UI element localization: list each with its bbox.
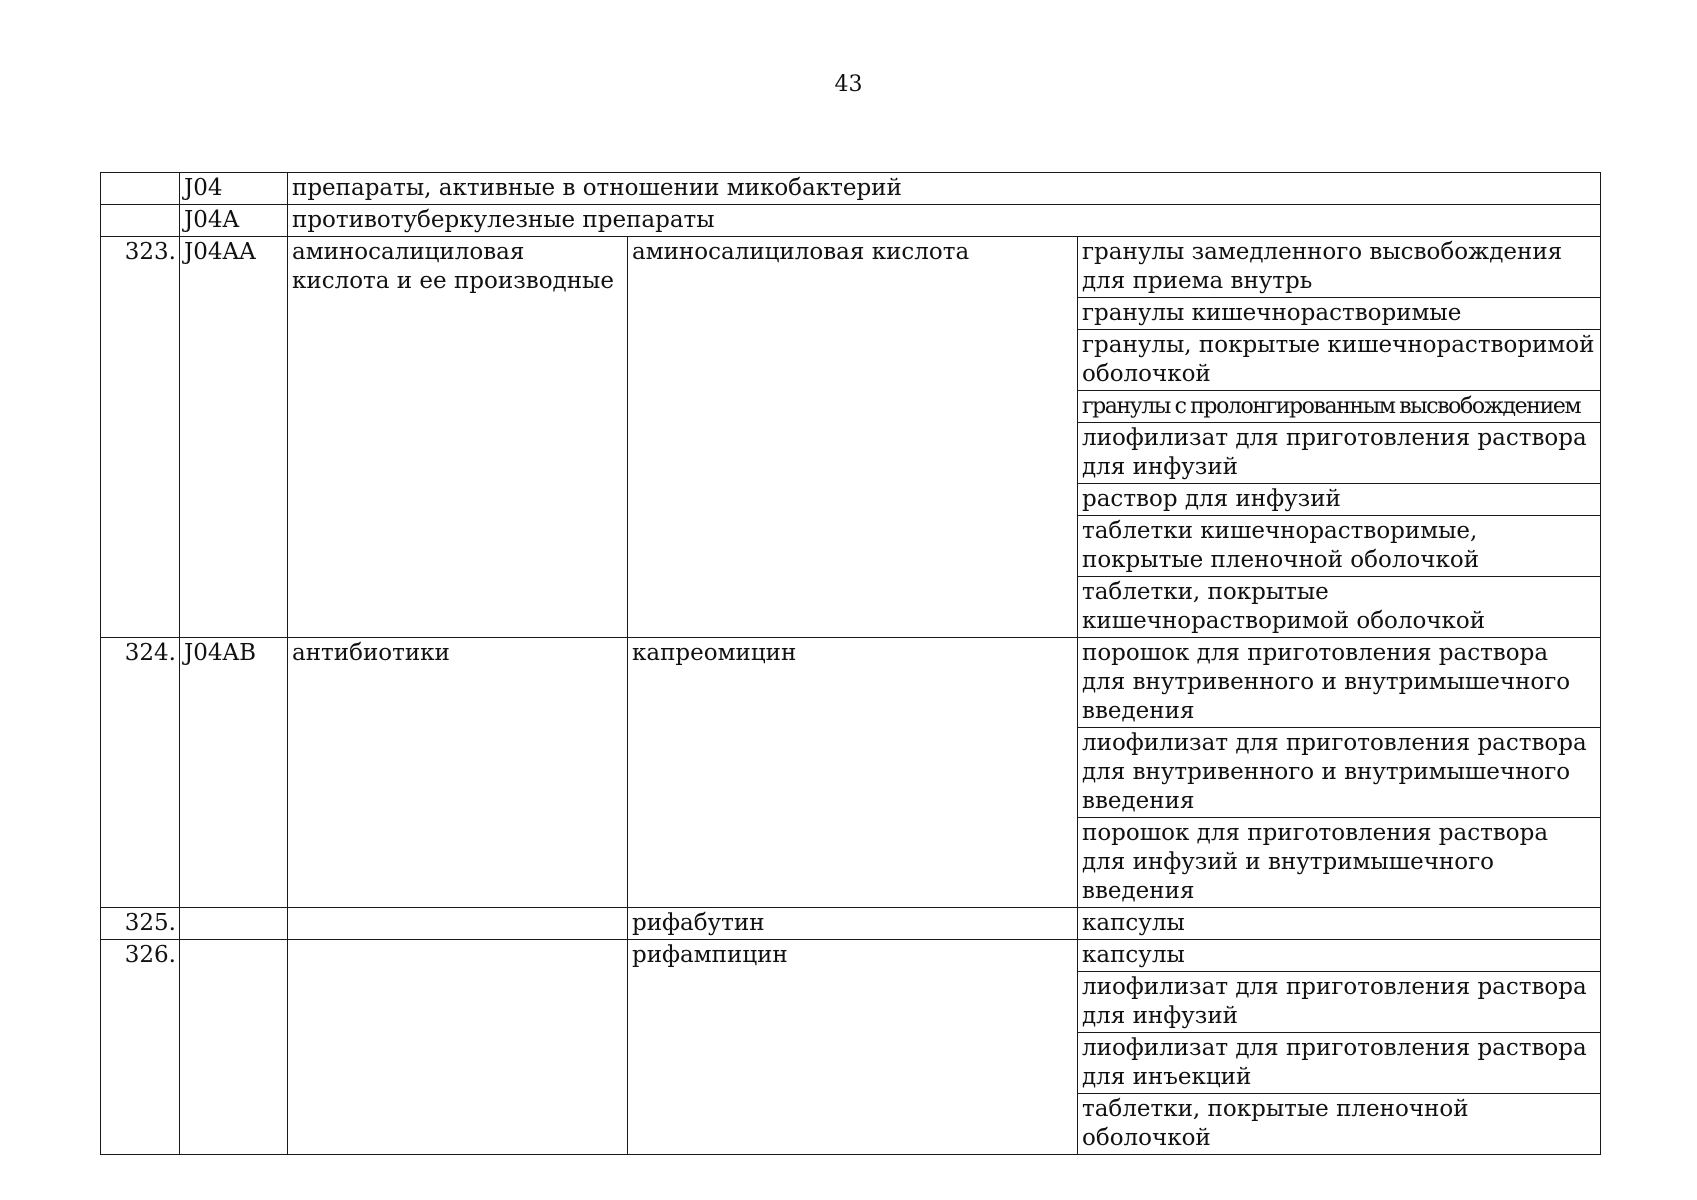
drug-name-cell: рифабутин xyxy=(628,908,1078,940)
atc-code-cell xyxy=(180,908,288,940)
dosage-form-cell: лиофилизат для приготовления раствора для внутривенного и внутримышечного введения xyxy=(1078,728,1601,818)
row-number-cell xyxy=(101,205,180,237)
pharmacological-group-cell: аминосалициловая кислота и ее производные xyxy=(288,237,628,638)
drug-name-cell: аминосалициловая кислота xyxy=(628,237,1078,638)
page-number: 43 xyxy=(834,72,863,97)
group-description-cell: препараты, активные в отношении микобактерий xyxy=(288,173,1601,205)
dosage-form-cell: порошок для приготовления раствора для внутривенного и внутримышечного введения xyxy=(1078,638,1601,728)
atc-code-cell: J04AA xyxy=(180,237,288,638)
group-description-cell: противотуберкулезные препараты xyxy=(288,205,1601,237)
table-row xyxy=(101,205,1601,237)
dosage-form-cell: таблетки, покрытые пленочной оболочкой xyxy=(1078,1094,1601,1155)
dosage-form-cell: таблетки, покрытые кишечнорастворимой оболочкой xyxy=(1078,577,1601,638)
row-number-cell: 326. xyxy=(101,940,180,1155)
dosage-form-cell: капсулы xyxy=(1078,940,1601,972)
drug-name-cell: рифампицин xyxy=(628,940,1078,1155)
dosage-form-cell: гранулы кишечнорастворимые xyxy=(1078,298,1601,330)
table-row xyxy=(101,237,1601,298)
dosage-form-cell: лиофилизат для приготовления раствора для инъекций xyxy=(1078,1033,1601,1094)
dosage-form-cell: лиофилизат для приготовления раствора для инфузий xyxy=(1078,972,1601,1033)
atc-code-cell: J04A xyxy=(180,205,288,237)
atc-code-cell: J04AB xyxy=(180,638,288,908)
dosage-form-cell: раствор для инфузий xyxy=(1078,484,1601,516)
row-number-cell: 323. xyxy=(101,237,180,638)
row-number-cell xyxy=(101,173,180,205)
dosage-form-cell: лиофилизат для приготовления раствора для инфузий xyxy=(1078,423,1601,484)
table-row xyxy=(101,173,1601,205)
table-row xyxy=(101,638,1601,728)
dosage-form-cell: гранулы с пролонгированным высвобождением xyxy=(1078,391,1601,423)
pharmacological-group-cell xyxy=(288,940,628,1155)
row-number-cell: 325. xyxy=(101,908,180,940)
row-number-cell: 324. xyxy=(101,638,180,908)
drug-table xyxy=(100,172,1601,1155)
table-row xyxy=(101,908,1601,940)
dosage-form-cell: таблетки кишечнорастворимые, покрытые пленочной оболочкой xyxy=(1078,516,1601,577)
pharmacological-group-cell: антибиотики xyxy=(288,638,628,908)
drug-name-cell: капреомицин xyxy=(628,638,1078,908)
atc-code-cell: J04 xyxy=(180,173,288,205)
dosage-form-cell: капсулы xyxy=(1078,908,1601,940)
atc-code-cell xyxy=(180,940,288,1155)
dosage-form-cell: гранулы, покрытые кишечнорастворимой оболочкой xyxy=(1078,330,1601,391)
dosage-form-cell: порошок для приготовления раствора для инфузий и внутримышечного введения xyxy=(1078,818,1601,908)
pharmacological-group-cell xyxy=(288,908,628,940)
table-row xyxy=(101,940,1601,972)
dosage-form-cell: гранулы замедленного высвобождения для приема внутрь xyxy=(1078,237,1601,298)
